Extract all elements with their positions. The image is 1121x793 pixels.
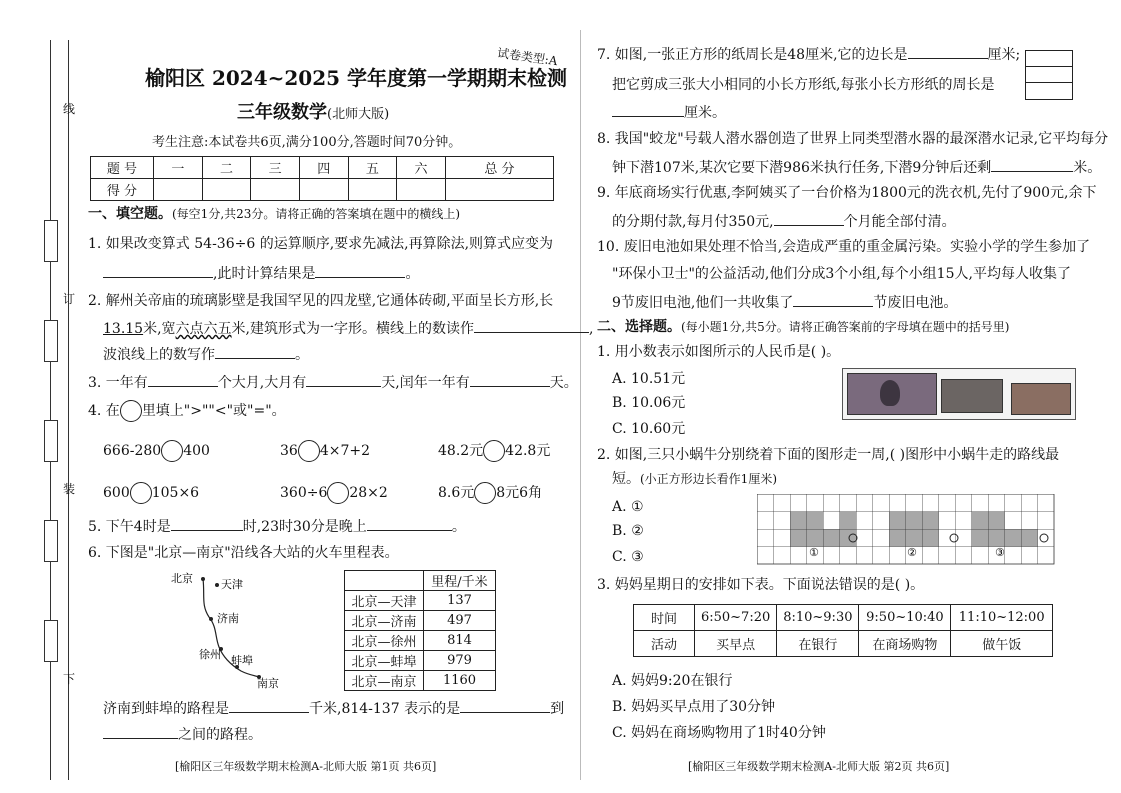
q3: 3. 一年有 个大月,大月有 天,闰年一年有 天。 [88,372,578,392]
binding-line [50,40,51,780]
answer-circle[interactable] [474,482,496,504]
score-cell[interactable] [251,179,300,201]
answer-circle[interactable] [130,482,152,504]
answer-blank[interactable] [103,724,178,739]
answer-circle[interactable] [327,482,349,504]
binding-char: 线 [63,102,76,116]
q7-line3: 厘米。 [612,102,726,122]
answer-circle[interactable] [298,440,320,462]
answer-blank[interactable] [470,372,550,387]
score-header: 二 [202,157,251,179]
answer-blank[interactable] [215,344,295,359]
time-cell: 11:10~12:00 [951,605,1053,631]
answer-blank[interactable] [315,263,405,278]
schedule-header: 活动 [634,631,695,657]
score-cell[interactable] [445,179,553,201]
q5: 5. 下午4时是 时,23时30分是晚上 。 [88,516,466,536]
shape-marker: ② [907,546,917,559]
option-b[interactable]: B. 10.06元 [612,395,686,411]
schedule-header: 时间 [634,605,695,631]
option-a[interactable]: A. 10.51元 [612,371,686,387]
score-header: 总 分 [445,157,553,179]
q6-stem: 6. 下图是"北京—南京"沿线各大站的火车里程表。 [88,545,399,561]
activity-cell: 在银行 [777,631,859,657]
q7-line2: 把它剪成三张大小相同的小长方形纸,每张小长方形纸的周长是 [612,77,995,93]
grid-lines [757,494,1054,564]
page-title: 榆阳区 2024~2025 学年度第一学期期末检测 [145,66,568,90]
mileage-header [345,571,424,591]
route-cell: 北京—蚌埠 [345,651,424,671]
answer-blank[interactable] [306,372,381,387]
c2-line2: 短。(小正方形边长看作1厘米) [612,471,777,487]
answer-blank[interactable] [367,516,452,531]
score-cell[interactable] [154,179,203,201]
station-dot [215,583,219,587]
activity-cell: 买早点 [695,631,777,657]
option-c[interactable]: C. 10.60元 [612,421,686,437]
compare-circle-icon [120,400,142,422]
answer-blank[interactable] [612,102,684,117]
q10-line3: 9节废旧电池,他们一共收集了 节废旧电池。 [612,292,957,312]
q4-expr: 8.6元 8元6角 [438,482,542,504]
q2-line2: 13.15米,宽六点六五米,建筑形式为一字形。横线上的数读作 , [103,318,593,338]
km-cell: 497 [424,611,496,631]
score-header: 一 [154,157,203,179]
station-dot [209,617,213,621]
binding-field [44,220,58,262]
answer-blank[interactable] [793,292,873,307]
station-dot [201,577,205,581]
option-c[interactable]: C. 妈妈在商场购物用了1时40分钟 [612,725,826,741]
cut-line [1026,66,1072,67]
q1-line1: 1. 如果改变算式 54-36÷6 的运算顺序,要求先减法,再算除法,则算式应变为 [88,236,554,252]
q4-expr: 36 4×7+2 [280,440,370,462]
q9-line2: 的分期付款,每月付350元, 个月能全部付清。 [612,211,956,231]
answer-blank[interactable] [474,318,589,333]
time-cell: 8:10~9:30 [777,605,859,631]
score-table [90,156,554,201]
answer-blank[interactable] [991,157,1073,172]
binding-field [44,420,58,462]
km-cell: 1160 [424,671,496,691]
q4-expr: 600 105×6 [103,482,199,504]
option-b[interactable]: B. ② [612,523,644,539]
option-a[interactable]: A. ① [612,499,644,515]
km-cell: 137 [424,591,496,611]
map-label: 天津 [221,578,243,591]
option-a[interactable]: A. 妈妈9:20在银行 [612,673,733,689]
score-header: 四 [299,157,348,179]
q9-line1: 9. 年底商场实行优惠,李阿姨买了一台价格为1800元的洗衣机,先付了900元,余下 [597,185,1097,201]
ten-yuan-note [847,373,937,415]
q6-line2: 济南到蚌埠的路程是 千米,814-137 表示的是 到 [103,698,564,718]
answer-blank[interactable] [908,44,988,59]
page-footer: [榆阳区三年级数学期末检测A-北师大版 第2页 共6页] [688,760,950,773]
shape-marker: ③ [995,546,1005,559]
section-1-heading: 一、填空题。(每空1分,共23分。请将正确的答案填在题中的横线上) [88,206,461,222]
binding-char: 下 [63,672,76,686]
q2-line3: 波浪线上的数写作 。 [103,344,309,364]
map-label: 南京 [257,677,279,690]
option-b[interactable]: B. 妈妈买早点用了30分钟 [612,699,776,715]
q4-expr: 666-280 400 [103,440,210,462]
railway-map [165,565,295,690]
binding-field [44,320,58,362]
binding-char: 装 [63,482,76,496]
time-cell: 6:50~7:20 [695,605,777,631]
route-cell: 北京—济南 [345,611,424,631]
answer-blank[interactable] [171,516,243,531]
page-footer: [榆阳区三年级数学期末检测A-北师大版 第1页 共6页] [175,760,437,773]
route-cell: 北京—南京 [345,671,424,691]
score-cell[interactable] [202,179,251,201]
cut-line [1026,82,1072,83]
jiao-note [1011,383,1071,415]
score-header: 三 [251,157,300,179]
score-header: 六 [397,157,446,179]
q10-line2: "环保小卫士"的公益活动,他们分成3个小组,每个小组15人,平均每人收集了 [612,266,1071,282]
q7-line1: 7. 如图,一张正方形的纸周长是48厘米,它的边长是 厘米; [597,44,1020,64]
activity-cell: 做午饭 [951,631,1053,657]
route-cell: 北京—徐州 [345,631,424,651]
answer-blank[interactable] [229,698,309,713]
shape-marker: ① [809,546,819,559]
portrait-icon [880,380,900,406]
schedule-table [633,604,1053,657]
q2-line1: 2. 解州关帝庙的琉璃影壁是我国罕见的四龙壁,它通体砖砌,平面呈长方形,长 [88,293,554,309]
answer-blank[interactable] [774,211,844,226]
jiao-note [941,379,1003,413]
q8-line2: 钟下潜107米,某次它要下潜986米执行任务,下潜9分钟后还剩 米。 [612,157,1101,177]
score-header: 题 号 [91,157,154,179]
page-divider [580,30,581,780]
c1-stem: 1. 用小数表示如图所示的人民币是( )。 [597,344,841,360]
score-label: 得 分 [91,179,154,201]
c3-stem: 3. 妈妈星期日的安排如下表。下面说法错误的是( )。 [597,577,925,593]
answer-circle[interactable] [161,440,183,462]
square-paper-figure [1025,50,1073,100]
q6-line3: 之间的路程。 [103,724,262,744]
subject-title: 三年级数学(北师大版) [237,102,390,123]
option-c[interactable]: C. ③ [612,549,644,565]
binding-field [44,620,58,662]
answer-circle[interactable] [483,440,505,462]
binding-line [68,40,69,780]
score-header: 五 [348,157,397,179]
section-2-heading: 二、选择题。(每小题1分,共5分。请将正确答案前的字母填在题中的括号里) [597,319,1010,335]
km-cell: 979 [424,651,496,671]
exam-notice: 考生注意:本试卷共6页,满分100分,答题时间70分钟。 [152,135,462,150]
q8-line1: 8. 我国"蛟龙"号载人潜水器创造了世界上同类型潜水器的最深潜水记录,它平均每分 [597,131,1109,147]
score-cell[interactable] [397,179,446,201]
map-label: 济南 [217,612,239,625]
answer-blank[interactable] [103,263,213,278]
mileage-table [344,570,496,691]
answer-blank[interactable] [460,698,550,713]
q4-stem: 4. 在 里填上">""<"或"="。 [88,400,286,422]
rmb-banknotes-image [842,368,1076,420]
time-cell: 9:50~10:40 [859,605,951,631]
q4-expr: 360÷6 28×2 [280,482,388,504]
q4-expr: 48.2元 42.8元 [438,440,550,462]
q10-line1: 10. 废旧电池如果处理不恰当,会造成严重的重金属污染。实验小学的学生参加了 [597,239,1091,255]
score-cell[interactable] [348,179,397,201]
snail-grid-figure [757,494,1057,566]
binding-field [44,520,58,562]
map-label: 北京 [171,572,193,585]
q1-line2: ,此时计算结果是 。 [103,263,419,283]
mileage-header: 里程/千米 [424,571,496,591]
activity-cell: 在商场购物 [859,631,951,657]
c2-line1: 2. 如图,三只小蜗牛分别绕着下面的图形走一周,( )图形中小蜗牛走的路线最 [597,447,1060,463]
score-cell[interactable] [299,179,348,201]
map-label: 蚌埠 [231,654,253,667]
exam-type: 试卷类型:A [496,45,559,69]
route-cell: 北京—天津 [345,591,424,611]
binding-char: 订 [63,292,76,306]
map-label: 徐州 [199,648,221,661]
answer-blank[interactable] [148,372,218,387]
km-cell: 814 [424,631,496,651]
